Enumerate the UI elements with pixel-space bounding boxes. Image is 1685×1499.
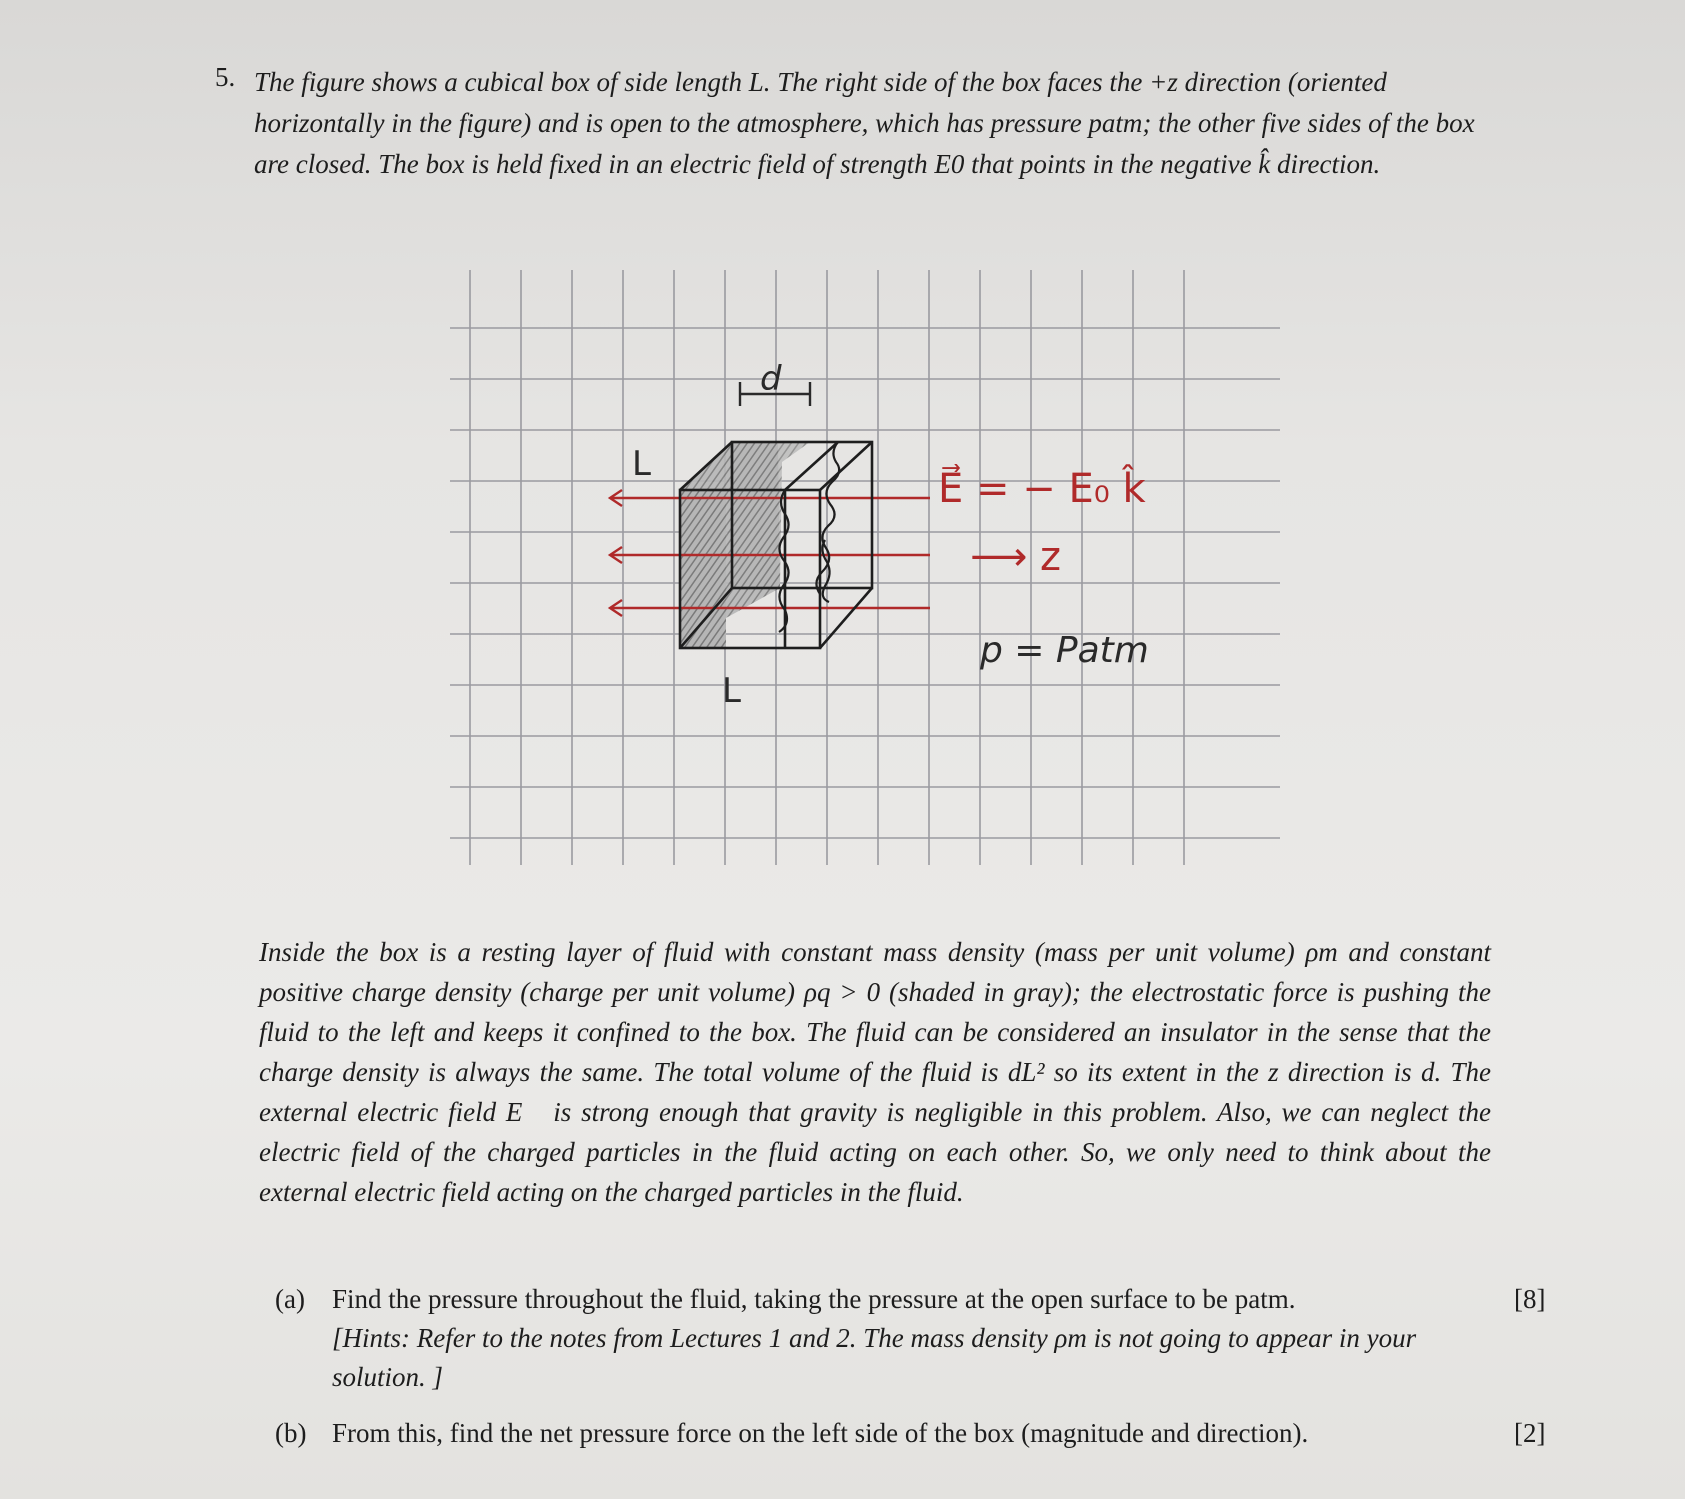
part-b-label: (b)	[275, 1418, 307, 1448]
label-d: d	[760, 359, 782, 399]
graph-paper-grid	[450, 270, 1280, 865]
label-L-bottom: L	[722, 671, 741, 711]
fluid-surface	[779, 442, 839, 632]
part-a-hint: [Hints: Refer to the notes from Lectures 1 and 2. The mass density ρm is not going to appear in your solution. ]	[332, 1323, 1417, 1392]
pressure-label: p = Patm	[980, 630, 1149, 671]
part-a-marks: [8]	[1514, 1284, 1546, 1314]
axis-z-label: ⟶ z	[970, 534, 1062, 580]
part-a-text: Find the pressure throughout the fluid, taking the pressure at the open surface to be patm.	[332, 1284, 1296, 1314]
part-b-text: From this, find the net pressure force on the left side of the box (magnitude and direction).	[332, 1418, 1309, 1448]
field-equation: E⃗ = − E₀ k̂	[938, 466, 1146, 512]
body-paragraph: Inside the box is a resting layer of fluid with constant mass density (mass per unit volume) ρm and constant positive charge density (charge per unit volume) ρq > 0 (shaded in gray); the electrostatic force is pushing the fluid to the left and keeps it confined to the box. The fluid can be considered an insulator in the sense that the charge density is always the same. The total volume of the fluid is dL² so its extent in the z direction is d. The external electric field E⃗ is strong enough that gravity is negligible in this problem. Also, we can neglect the electric field of the charged particles in the fluid acting on each other. So, we only need to think about the external electric field acting on the charged particles in the fluid.	[259, 937, 1491, 1207]
question-number: 5.	[215, 62, 236, 92]
part-a-label: (a)	[275, 1284, 305, 1314]
part-b-marks: [2]	[1514, 1418, 1546, 1448]
label-L-top: L	[632, 444, 651, 484]
figure-box-diagram	[450, 270, 1280, 870]
question-intro: The figure shows a cubical box of side length L. The right side of the box faces the +z direction (oriented horizontally in the figure) and is open to the atmosphere, which has pressure patm; the other five sides of the box are closed. The box is held fixed in an electric field of strength E0 that points in the negative k̂ direction.	[254, 67, 1475, 179]
